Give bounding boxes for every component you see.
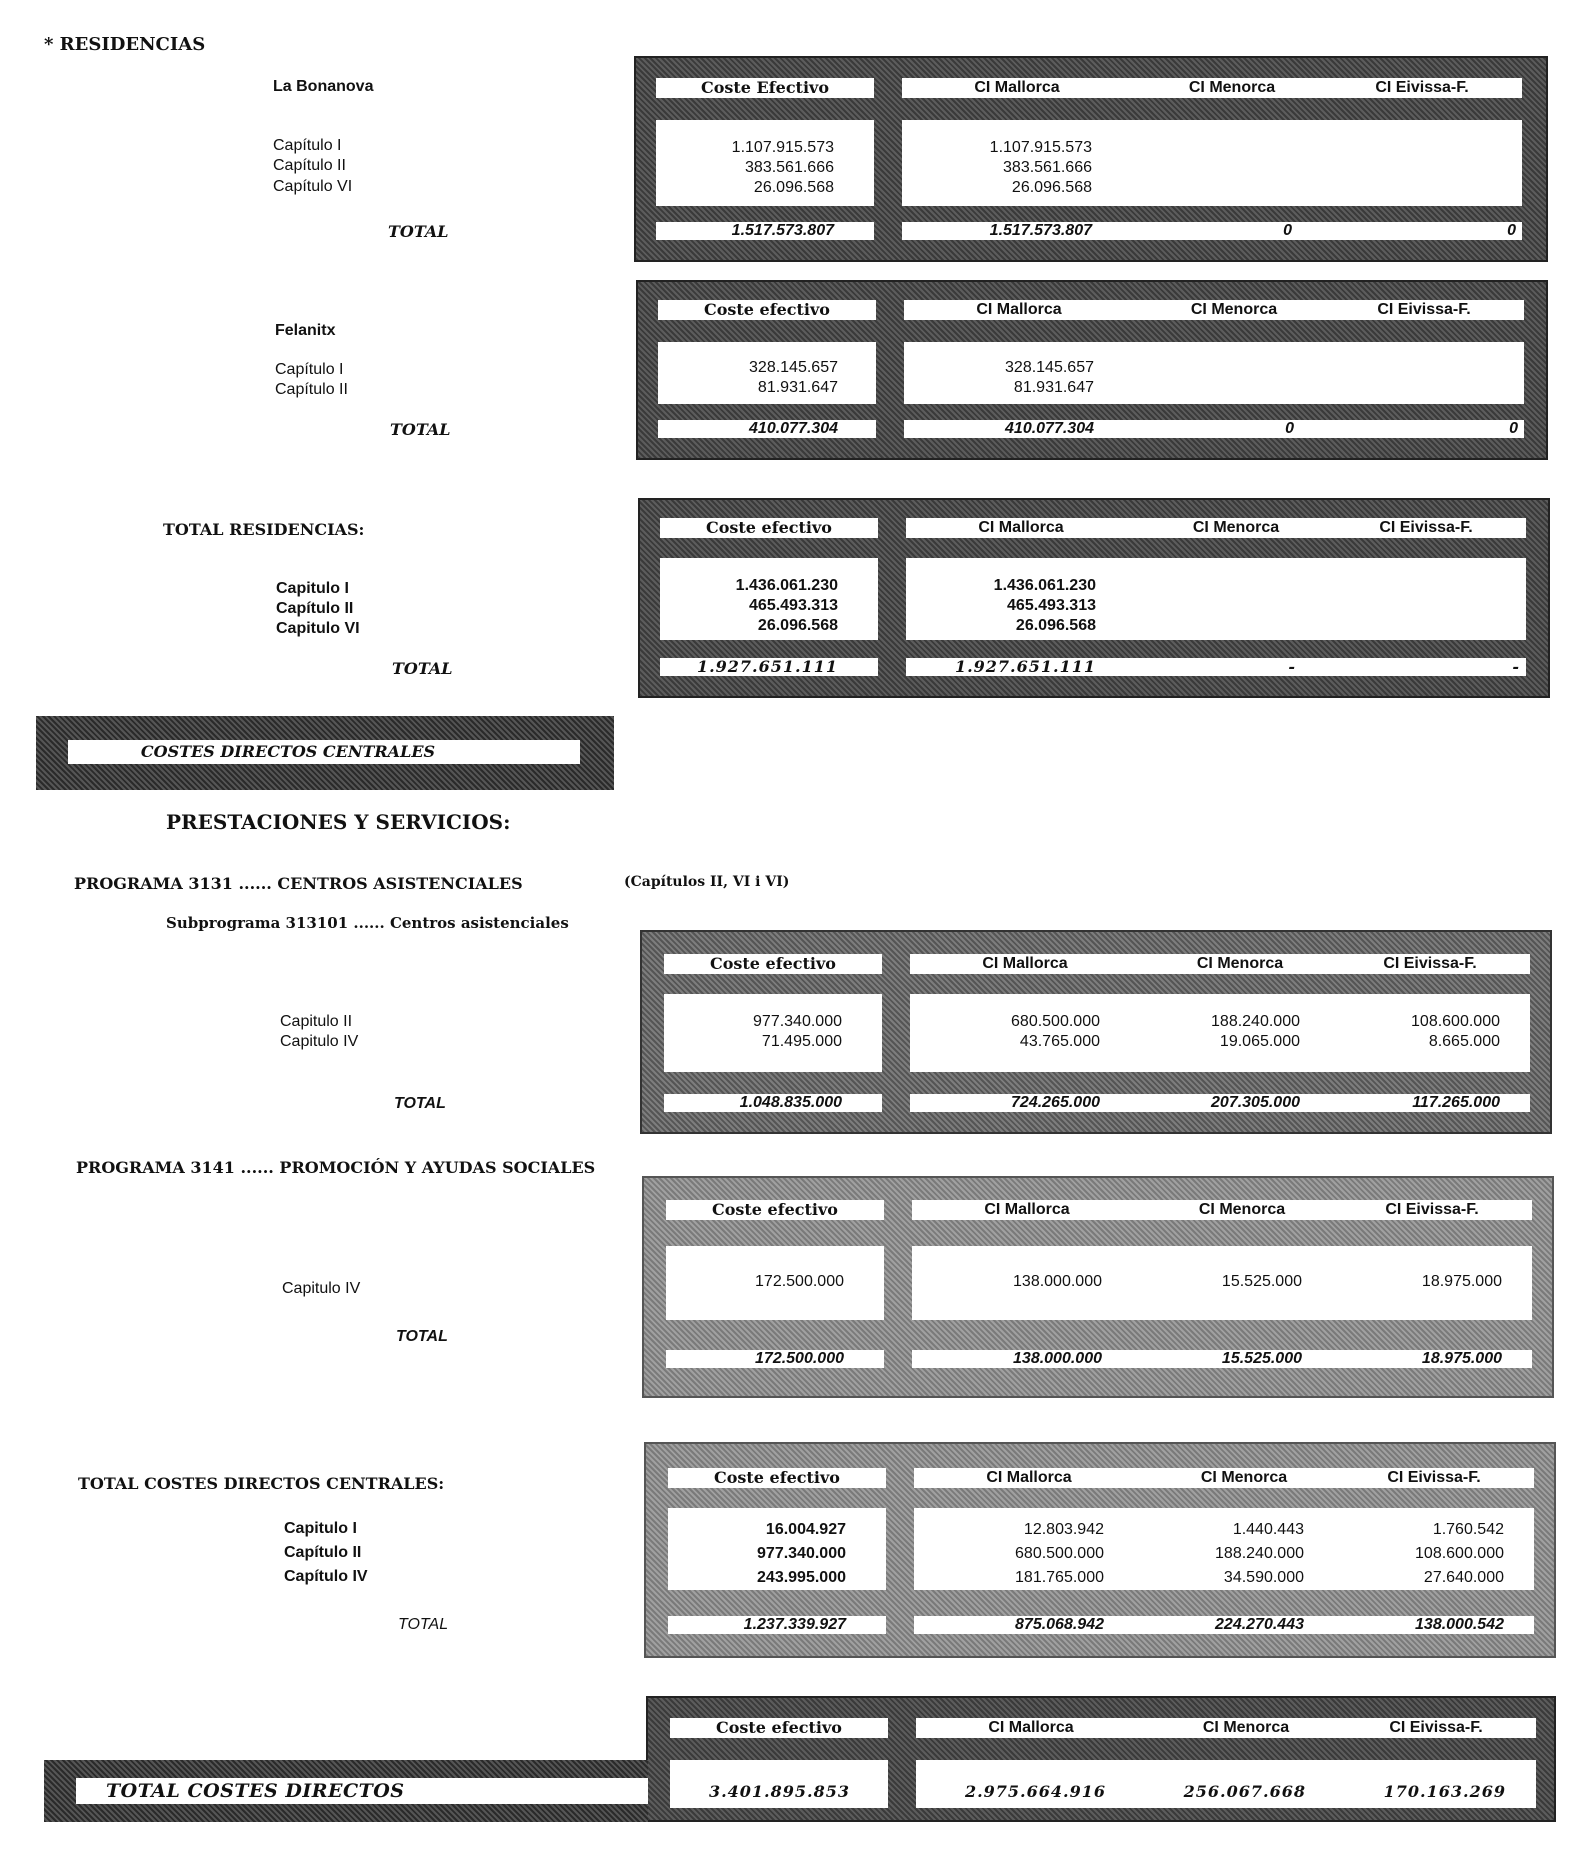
body-ci <box>914 1508 1534 1590</box>
body-coste <box>668 1508 886 1590</box>
cell-value: 328.145.657 <box>1005 359 1094 376</box>
cell-value: 138.000.000 <box>1013 1273 1102 1290</box>
cell-value: 34.590.000 <box>1223 1569 1304 1586</box>
cell-value: 3.401.895.853 <box>708 1782 850 1801</box>
felanitx-table <box>636 280 1548 460</box>
total-label: TOTAL <box>396 1328 448 1345</box>
row-label: Capítulo II <box>276 600 354 617</box>
row-label: Capítulo II <box>284 1544 362 1561</box>
cell-value: 81.931.647 <box>1013 379 1094 396</box>
cell-value: 328.145.657 <box>749 359 838 376</box>
banner-label: TOTAL COSTES DIRECTOS <box>106 1780 405 1802</box>
row-label: Capítulo II <box>275 381 348 398</box>
total-label: TOTAL <box>392 659 453 678</box>
total-ci: 138.000.000 15.525.000 18.975.000 <box>912 1350 1532 1368</box>
body-coste <box>664 994 882 1072</box>
col-headers-ci: CI Mallorca CI Menorca CI Eivissa-F. <box>912 1200 1532 1220</box>
total-label: TOTAL <box>390 420 451 439</box>
cell-value: 43.765.000 <box>1019 1033 1100 1050</box>
cell-value: 188.240.000 <box>1215 1545 1304 1562</box>
col-headers-ci <box>902 78 1522 98</box>
banner-label: COSTES DIRECTOS CENTRALES <box>140 742 436 761</box>
body-ci <box>902 120 1522 206</box>
row-label: Capítulo I <box>275 361 344 378</box>
cell-value: 81.931.647 <box>757 379 838 396</box>
col-header-mallorca: CI Mallorca <box>974 79 1060 96</box>
total-label: TOTAL <box>388 222 449 241</box>
col-headers-ci: CI Mallorca CI Menorca CI Eivissa-F. <box>906 518 1526 538</box>
body-ci <box>906 558 1526 640</box>
total-label: TOTAL <box>398 1616 449 1633</box>
total-coste: 1.517.573.807 <box>656 222 874 240</box>
row-label: Capitulo IV <box>282 1280 361 1297</box>
row-label: Capítulo II <box>273 157 346 174</box>
body-coste <box>656 120 874 206</box>
cell-value: 383.561.666 <box>745 159 834 176</box>
cell-value: 977.340.000 <box>753 1013 842 1030</box>
cell-value: 26.096.568 <box>753 179 834 196</box>
total-ci: 410.077.304 0 0 <box>904 420 1524 438</box>
section-heading: * RESIDENCIAS <box>44 34 206 55</box>
cell-value: 1.440.443 <box>1232 1521 1304 1538</box>
costes-centrales-banner <box>36 716 614 790</box>
programa-3131-heading: PROGRAMA 3131 ...... CENTROS ASISTENCIALES <box>74 874 523 893</box>
body-coste <box>670 1760 888 1808</box>
cell-value: 16.004.927 <box>765 1521 846 1538</box>
body-ci <box>904 342 1524 404</box>
cell-value: 680.500.000 <box>1015 1545 1104 1562</box>
cell-value: 8.665.000 <box>1428 1033 1500 1050</box>
col-headers-ci: CI Mallorca CI Menorca CI Eivissa-F. <box>910 954 1530 974</box>
bonanova-table <box>634 56 1548 262</box>
subprograma-heading: Subprograma 313101 ...... Centros asistenciales <box>166 914 569 932</box>
cell-value: 12.803.942 <box>1023 1521 1104 1538</box>
total-coste: 1.927.651.111 <box>660 658 878 676</box>
col-header-menorca: CI Menorca <box>1188 79 1276 96</box>
cell-value: 465.493.313 <box>749 597 838 614</box>
col-header-coste: Coste efectivo <box>666 1200 884 1220</box>
row-label: Capitulo I <box>284 1520 357 1537</box>
cell-value: 18.975.000 <box>1421 1273 1502 1290</box>
total-ci: 875.068.942 224.270.443 138.000.542 <box>914 1616 1534 1634</box>
total-directos-banner <box>44 1760 648 1822</box>
body-ci <box>910 994 1530 1072</box>
cell-value: 1.107.915.573 <box>989 139 1092 156</box>
cell-value: 1.760.542 <box>1432 1521 1504 1538</box>
col-header-coste: Coste efectivo <box>664 954 882 974</box>
cell-value: 1.107.915.573 <box>731 139 834 156</box>
centros-table <box>640 930 1552 1134</box>
col-header-coste: Coste efectivo <box>668 1468 886 1488</box>
cell-value: 977.340.000 <box>757 1545 846 1562</box>
cell-value: 170.163.269 <box>1383 1782 1506 1801</box>
cell-value: 26.096.568 <box>1011 179 1092 196</box>
cell-value: 181.765.000 <box>1015 1569 1104 1586</box>
promocion-table <box>642 1176 1554 1398</box>
banner-label-box <box>68 740 580 764</box>
body-coste <box>666 1246 884 1320</box>
total-centrales-table <box>644 1442 1556 1658</box>
cell-value: 1.436.061.230 <box>735 577 838 594</box>
col-headers-ci: CI Mallorca CI Menorca CI Eivissa-F. <box>916 1718 1536 1738</box>
cell-value: 2.975.664.916 <box>964 1782 1106 1801</box>
col-headers-ci: CI Mallorca CI Menorca CI Eivissa-F. <box>914 1468 1534 1488</box>
row-label: Capítulo IV <box>284 1568 368 1585</box>
body-coste <box>660 558 878 640</box>
cell-value: 108.600.000 <box>1411 1013 1500 1030</box>
body-ci <box>916 1760 1536 1808</box>
banner-label-box <box>76 1778 648 1804</box>
prestaciones-heading: PRESTACIONES Y SERVICIOS: <box>166 810 511 834</box>
total-coste: 1.237.339.927 <box>668 1616 886 1634</box>
total-directos-table <box>646 1696 1556 1822</box>
row-label: Capítulo VI <box>273 178 353 195</box>
row-label: Capítulo I <box>273 137 342 154</box>
programa-3141-heading: PROGRAMA 3141 ...... PROMOCIÓN Y AYUDAS SOCIALES <box>76 1158 596 1177</box>
cell-value: 26.096.568 <box>1015 617 1096 634</box>
col-headers-ci: CI Mallorca CI Menorca CI Eivissa-F. <box>904 300 1524 320</box>
residence-name: Felanitx <box>275 322 336 339</box>
total-ci: 1.927.651.111 - - <box>906 658 1526 676</box>
cell-value: 27.640.000 <box>1423 1569 1504 1586</box>
col-header-coste: Coste Efectivo <box>656 78 874 98</box>
row-label: Capitulo II <box>280 1013 353 1030</box>
total-residencias-label: TOTAL RESIDENCIAS: <box>163 520 365 539</box>
residence-name: La Bonanova <box>273 78 374 95</box>
total-ci: 1.517.573.807 0 0 <box>902 222 1522 240</box>
col-header-eivissa: CI Eivissa-F. <box>1375 79 1469 96</box>
cell-value: 26.096.568 <box>757 617 838 634</box>
total-residencias-table <box>638 498 1550 698</box>
cell-value: 15.525.000 <box>1221 1273 1302 1290</box>
body-coste <box>658 342 876 404</box>
col-header-coste: Coste efectivo <box>658 300 876 320</box>
total-coste: 172.500.000 <box>666 1350 884 1368</box>
body-ci <box>912 1246 1532 1320</box>
cell-value: 108.600.000 <box>1415 1545 1504 1562</box>
cell-value: 172.500.000 <box>755 1273 844 1290</box>
total-centrales-label: TOTAL COSTES DIRECTOS CENTRALES: <box>78 1474 445 1493</box>
capitulos-note: (Capítulos II, VI i VI) <box>624 874 790 890</box>
cell-value: 188.240.000 <box>1211 1013 1300 1030</box>
row-label: Capitulo I <box>276 580 349 597</box>
total-label: TOTAL <box>394 1095 446 1112</box>
cell-value: 1.436.061.230 <box>993 577 1096 594</box>
cell-value: 243.995.000 <box>757 1569 846 1586</box>
total-coste: 1.048.835.000 <box>664 1094 882 1112</box>
cell-value: 383.561.666 <box>1003 159 1092 176</box>
total-ci: 724.265.000 207.305.000 117.265.000 <box>910 1094 1530 1112</box>
col-header-coste: Coste efectivo <box>660 518 878 538</box>
col-header-coste: Coste efectivo <box>670 1718 888 1738</box>
cell-value: 256.067.668 <box>1183 1782 1306 1801</box>
total-coste: 410.077.304 <box>658 420 876 438</box>
cell-value: 680.500.000 <box>1011 1013 1100 1030</box>
row-label: Capitulo IV <box>280 1033 359 1050</box>
row-label: Capitulo VI <box>276 620 360 637</box>
cell-value: 465.493.313 <box>1007 597 1096 614</box>
cell-value: 19.065.000 <box>1219 1033 1300 1050</box>
cell-value: 71.495.000 <box>761 1033 842 1050</box>
